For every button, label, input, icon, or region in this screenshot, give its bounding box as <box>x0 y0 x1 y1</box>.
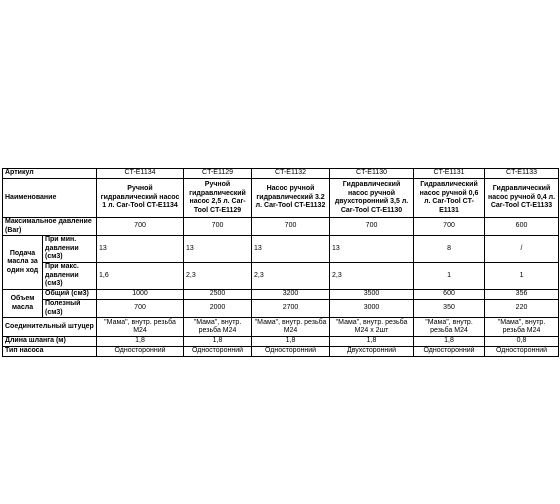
label-volume: Объем масла <box>3 290 43 318</box>
cell-article: CT-E1131 <box>414 169 485 179</box>
cell-name: Гидравлический насос ручной 0,4 л. Car-Tool CT-E1133 <box>485 179 559 218</box>
row-vol-useful <box>3 300 559 318</box>
row-vol-total <box>3 290 559 300</box>
cell-connector: "Мама", внутр. резьба М24 <box>485 318 559 337</box>
row-pump-type <box>3 347 559 357</box>
cell-max-pressure: 700 <box>184 218 252 236</box>
cell-connector: "Мама", внутр. резьба М24 <box>184 318 252 337</box>
row-article <box>3 169 559 179</box>
cell-connector: "Мама", внутр. резьба М24 <box>97 318 184 337</box>
label-max-pressure: Максимальное давление (Bar) <box>3 218 97 236</box>
row-name <box>3 179 559 218</box>
cell-vol-total: 1000 <box>97 290 184 300</box>
cell-pump-type: Односторонний <box>414 347 485 357</box>
cell-max-pressure: 700 <box>414 218 485 236</box>
cell-feed-min: 13 <box>97 236 184 263</box>
cell-name: Ручной гидравлический насос 2,5 л. Car-Tool CT-E1129 <box>184 179 252 218</box>
cell-feed-min: / <box>485 236 559 263</box>
label-feed: Подача масла за один ход <box>3 236 43 290</box>
label-name: Наименование <box>3 179 97 218</box>
cell-feed-max: 2,3 <box>330 263 414 290</box>
cell-vol-total: 600 <box>414 290 485 300</box>
cell-pump-type: Двухсторонний <box>330 347 414 357</box>
cell-connector: "Мама", внутр. резьба М24 <box>252 318 330 337</box>
cell-pump-type: Односторонний <box>97 347 184 357</box>
cell-article: CT-E1134 <box>97 169 184 179</box>
cell-pump-type: Односторонний <box>252 347 330 357</box>
row-feed-max <box>3 263 559 290</box>
cell-max-pressure: 700 <box>330 218 414 236</box>
cell-hose-length: 0,8 <box>485 337 559 347</box>
cell-vol-useful: 2000 <box>184 300 252 318</box>
row-max-pressure <box>3 218 559 236</box>
cell-feed-min: 13 <box>330 236 414 263</box>
cell-feed-max: 1 <box>414 263 485 290</box>
cell-feed-max: 1 <box>485 263 559 290</box>
row-hose-length <box>3 337 559 347</box>
cell-max-pressure: 700 <box>252 218 330 236</box>
cell-vol-useful: 700 <box>97 300 184 318</box>
spec-table <box>2 168 559 357</box>
cell-feed-min: 13 <box>184 236 252 263</box>
cell-pump-type: Односторонний <box>184 347 252 357</box>
cell-vol-total: 3500 <box>330 290 414 300</box>
row-connector <box>3 318 559 337</box>
cell-name: Гидравлический насос ручной 0,6 л. Car-Tool CT-E1131 <box>414 179 485 218</box>
cell-vol-total: 2500 <box>184 290 252 300</box>
cell-feed-max: 2,3 <box>252 263 330 290</box>
cell-hose-length: 1,8 <box>184 337 252 347</box>
cell-connector: "Мама", внутр. резьба М24 <box>414 318 485 337</box>
cell-hose-length: 1,8 <box>414 337 485 347</box>
cell-vol-total: 3200 <box>252 290 330 300</box>
label-vol-total: Общий (см3) <box>43 290 97 300</box>
label-feed-max: При макс. давлении (см3) <box>43 263 97 290</box>
cell-vol-useful: 3000 <box>330 300 414 318</box>
row-feed-min <box>3 236 559 263</box>
label-vol-useful: Полезный (см3) <box>43 300 97 318</box>
cell-feed-max: 1,6 <box>97 263 184 290</box>
cell-vol-useful: 220 <box>485 300 559 318</box>
cell-name: Гидравлический насос ручной двухсторонний 3,5 л. Car-Tool CT-E1130 <box>330 179 414 218</box>
cell-feed-max: 2,3 <box>184 263 252 290</box>
cell-article: CT-E1132 <box>252 169 330 179</box>
cell-hose-length: 1,8 <box>252 337 330 347</box>
cell-vol-useful: 2700 <box>252 300 330 318</box>
label-article: Артикул <box>3 169 97 179</box>
cell-name: Ручной гидравлический насос 1 л. Car-Tool CT-E1134 <box>97 179 184 218</box>
cell-feed-min: 8 <box>414 236 485 263</box>
cell-article: CT-E1133 <box>485 169 559 179</box>
cell-article: CT-E1130 <box>330 169 414 179</box>
label-hose-length: Длина шланга (м) <box>3 337 97 347</box>
cell-max-pressure: 700 <box>97 218 184 236</box>
cell-hose-length: 1,8 <box>330 337 414 347</box>
cell-connector: "Мама", внутр. резьба М24 x 2шт <box>330 318 414 337</box>
label-feed-min: При мин. давлении (см3) <box>43 236 97 263</box>
cell-name: Насос ручной гидравлический 3.2 л. Car-Tool CT-E1132 <box>252 179 330 218</box>
label-pump-type: Тип насоса <box>3 347 97 357</box>
cell-vol-useful: 350 <box>414 300 485 318</box>
cell-vol-total: 356 <box>485 290 559 300</box>
cell-max-pressure: 600 <box>485 218 559 236</box>
cell-pump-type: Односторонний <box>485 347 559 357</box>
cell-hose-length: 1,8 <box>97 337 184 347</box>
cell-article: CT-E1129 <box>184 169 252 179</box>
label-connector: Соединительный штуцер <box>3 318 97 337</box>
cell-feed-min: 13 <box>252 236 330 263</box>
